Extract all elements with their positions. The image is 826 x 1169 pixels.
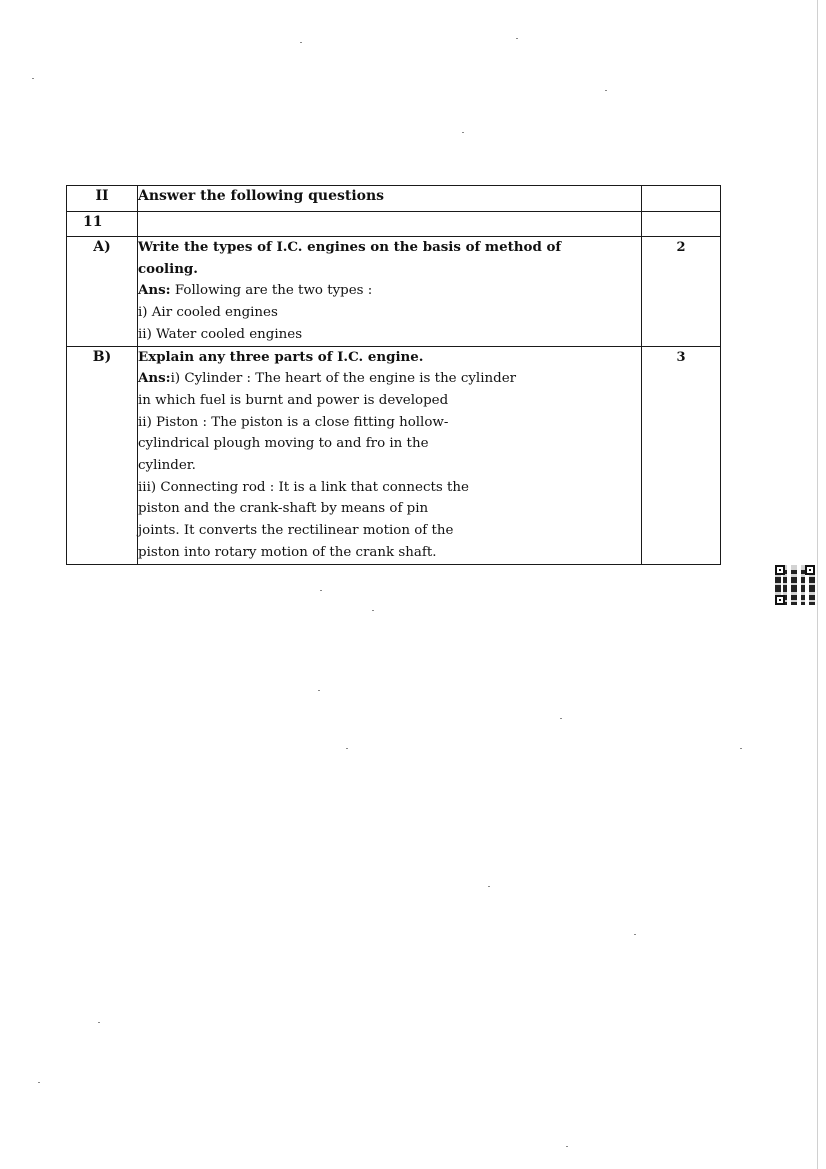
part-b-answer-line: cylinder. — [138, 458, 196, 474]
part-a-answer-text: Following are the two types : — [170, 283, 373, 299]
part-a-answer-line: ii) Water cooled engines — [138, 326, 303, 342]
question-number-blank — [138, 212, 642, 237]
part-a-row — [67, 237, 721, 347]
scan-speck — [740, 748, 742, 749]
part-b-answer-line: joints. It converts the rectilinear motion of the — [138, 523, 454, 539]
part-b-marks: 3 — [642, 346, 721, 564]
scan-speck — [488, 886, 490, 887]
section-marks-cell — [642, 186, 721, 212]
scan-speck — [605, 90, 607, 91]
scan-speck — [372, 610, 374, 611]
part-a-answer-line — [138, 280, 641, 302]
part-b-content — [138, 346, 642, 564]
part-a-marks: 2 — [642, 237, 721, 347]
section-title: Answer the following questions — [138, 186, 642, 212]
part-b-answer-line — [138, 368, 641, 390]
part-b-answer-line: cylindrical plough moving to and fro in the — [138, 436, 429, 452]
part-b-answer-line: iii) Connecting rod : It is a link that connects the — [138, 479, 469, 495]
qr-finder-pattern — [775, 595, 785, 605]
part-b-answer-prefix: Ans: — [138, 370, 171, 387]
scan-speck — [98, 1022, 100, 1023]
scan-speck — [32, 78, 34, 79]
part-a-label: A) — [67, 237, 138, 347]
question-number-row — [67, 212, 721, 237]
scan-speck — [346, 748, 348, 749]
scan-speck — [560, 718, 562, 719]
scan-speck — [318, 690, 320, 691]
part-b-question-line: Explain any three parts of I.C. engine. — [138, 348, 424, 365]
scan-speck — [320, 590, 322, 591]
scan-speck — [300, 42, 302, 43]
part-a-question-line: Write the types of I.C. engines on the basis of method of — [138, 239, 562, 255]
part-b-label: B) — [67, 346, 138, 564]
part-a-answer-line: i) Air cooled engines — [138, 305, 278, 321]
part-a-content — [138, 237, 642, 347]
part-b-answer-line: piston and the crank-shaft by means of pin — [138, 501, 429, 517]
scan-speck — [462, 132, 464, 133]
section-row — [67, 186, 721, 212]
part-b-answer-line: ii) Piston : The piston is a close fitting hollow- — [138, 414, 449, 430]
scan-edge-line — [817, 0, 818, 1169]
answer-table — [66, 185, 721, 565]
qr-code-icon — [775, 565, 815, 605]
question-number-marks — [642, 212, 721, 237]
part-b-answer-line: piston into rotary motion of the crank shaft. — [138, 544, 437, 560]
part-a-question-line: cooling. — [138, 260, 198, 277]
scan-speck — [516, 38, 518, 39]
answer-sheet — [66, 185, 720, 565]
section-number: II — [67, 186, 138, 212]
qr-finder-pattern — [805, 565, 815, 575]
scan-speck — [566, 1146, 568, 1147]
part-b-answer-text: i) Cylinder : The heart of the engine is the cylinder — [170, 371, 517, 387]
scan-speck — [634, 934, 636, 935]
question-number: 11 — [67, 212, 138, 237]
qr-finder-pattern — [775, 565, 785, 575]
scan-speck — [38, 1082, 40, 1083]
part-b-answer-line: in which fuel is burnt and power is developed — [138, 392, 449, 408]
part-b-row — [67, 346, 721, 564]
part-a-answer-prefix: Ans: — [138, 282, 171, 299]
